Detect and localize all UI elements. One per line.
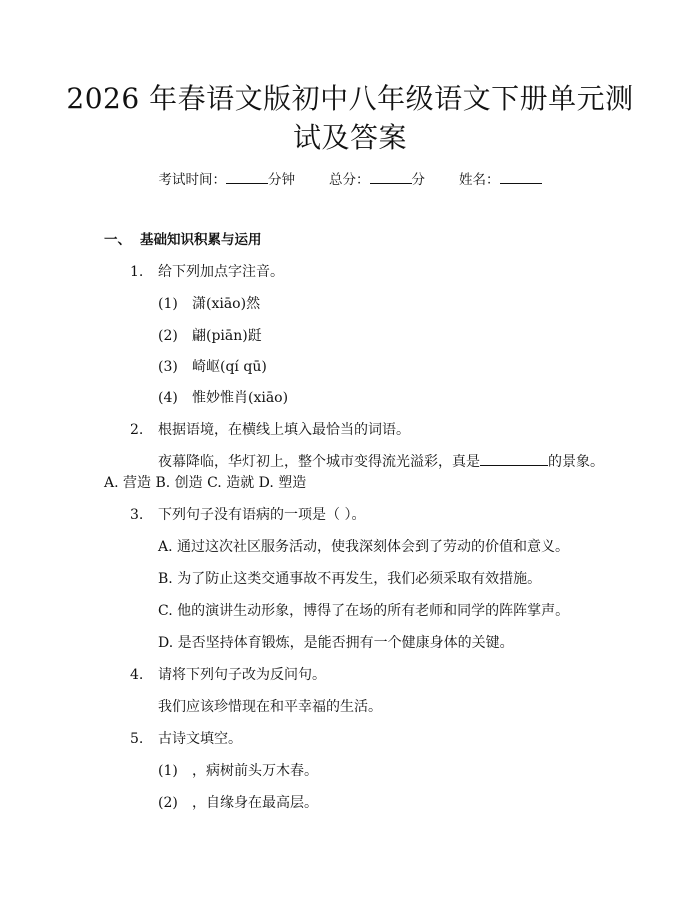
question-text: 给下列加点字注音。 xyxy=(158,264,284,280)
document-title-line-1: 2026 年春语文版初中八年级语文下册单元测 xyxy=(66,82,634,115)
item-text: ，自缘身在最高层。 xyxy=(192,795,318,811)
item-text: ，病树前头万木春。 xyxy=(192,763,318,779)
q1-item-3 xyxy=(158,357,267,377)
item-text: 崎岖(qí qū) xyxy=(192,359,267,375)
q1-item-1 xyxy=(158,294,260,314)
q4-sentence: 我们应该珍惜现在和平幸福的生活。 xyxy=(158,699,382,715)
q1-item-2 xyxy=(158,326,262,346)
question-number: 2. xyxy=(130,422,144,438)
exam-meta xyxy=(0,168,700,188)
score-label: 总分： xyxy=(329,172,370,188)
q3-option-d: D. 是否坚持体育锻炼，是能否拥有一个健康身体的关键。 xyxy=(158,635,514,651)
q5-item-2 xyxy=(158,793,318,813)
question-number: 3. xyxy=(130,507,144,523)
item-number: (2) xyxy=(158,795,178,811)
question-text: 下列句子没有语病的一项是（ ）。 xyxy=(158,507,366,523)
q3-option-b: B. 为了防止这类交通事故不再发生，我们必须采取有效措施。 xyxy=(158,571,542,587)
time-label: 考试时间： xyxy=(158,172,226,188)
question-3 xyxy=(130,505,365,525)
item-number: (1) xyxy=(158,763,178,779)
section-heading xyxy=(104,230,262,250)
q2-sentence xyxy=(158,452,604,472)
item-number: (4) xyxy=(158,390,178,406)
q5-item-1 xyxy=(158,761,318,781)
question-5 xyxy=(130,729,242,749)
question-number: 1. xyxy=(130,264,144,280)
time-blank[interactable] xyxy=(226,183,268,184)
question-text: 请将下列句子改为反问句。 xyxy=(158,667,326,683)
q3-option-c: C. 他的演讲生动形象，博得了在场的所有老师和同学的阵阵掌声。 xyxy=(158,603,570,619)
item-number: (3) xyxy=(158,359,178,375)
question-4 xyxy=(130,665,326,685)
question-2 xyxy=(130,420,410,440)
question-1 xyxy=(130,262,284,282)
fill-in-blank[interactable] xyxy=(480,465,548,466)
document-title-line-2: 试及答案 xyxy=(292,121,407,154)
section-marker: 一、 xyxy=(104,232,131,248)
q2-options: A. 营造 B. 创造 C. 造就 D. 塑造 xyxy=(104,475,307,491)
q3-option-a: A. 通过这次社区服务活动，使我深刻体会到了劳动的价值和意义。 xyxy=(158,539,570,555)
name-blank[interactable] xyxy=(500,183,542,184)
item-text: 潇(xiāo)然 xyxy=(192,296,261,312)
time-unit: 分钟 xyxy=(268,172,295,188)
question-text: 古诗文填空。 xyxy=(158,731,242,747)
item-text: 翩(piān)跹 xyxy=(192,328,262,344)
item-number: (2) xyxy=(158,328,178,344)
score-blank[interactable] xyxy=(370,183,412,184)
item-text: 惟妙惟肖(xiāo) xyxy=(192,390,289,406)
name-label: 姓名： xyxy=(459,172,500,188)
section-title: 基础知识积累与运用 xyxy=(140,232,262,248)
question-number: 4. xyxy=(130,667,144,683)
q1-item-4 xyxy=(158,388,288,408)
question-number: 5. xyxy=(130,731,144,747)
sentence-before: 夜幕降临，华灯初上，整个城市变得流光溢彩，真是 xyxy=(158,454,480,470)
item-number: (1) xyxy=(158,296,178,312)
sentence-after: 的景象。 xyxy=(548,454,604,470)
question-text: 根据语境，在横线上填入最恰当的词语。 xyxy=(158,422,410,438)
score-unit: 分 xyxy=(411,172,425,188)
